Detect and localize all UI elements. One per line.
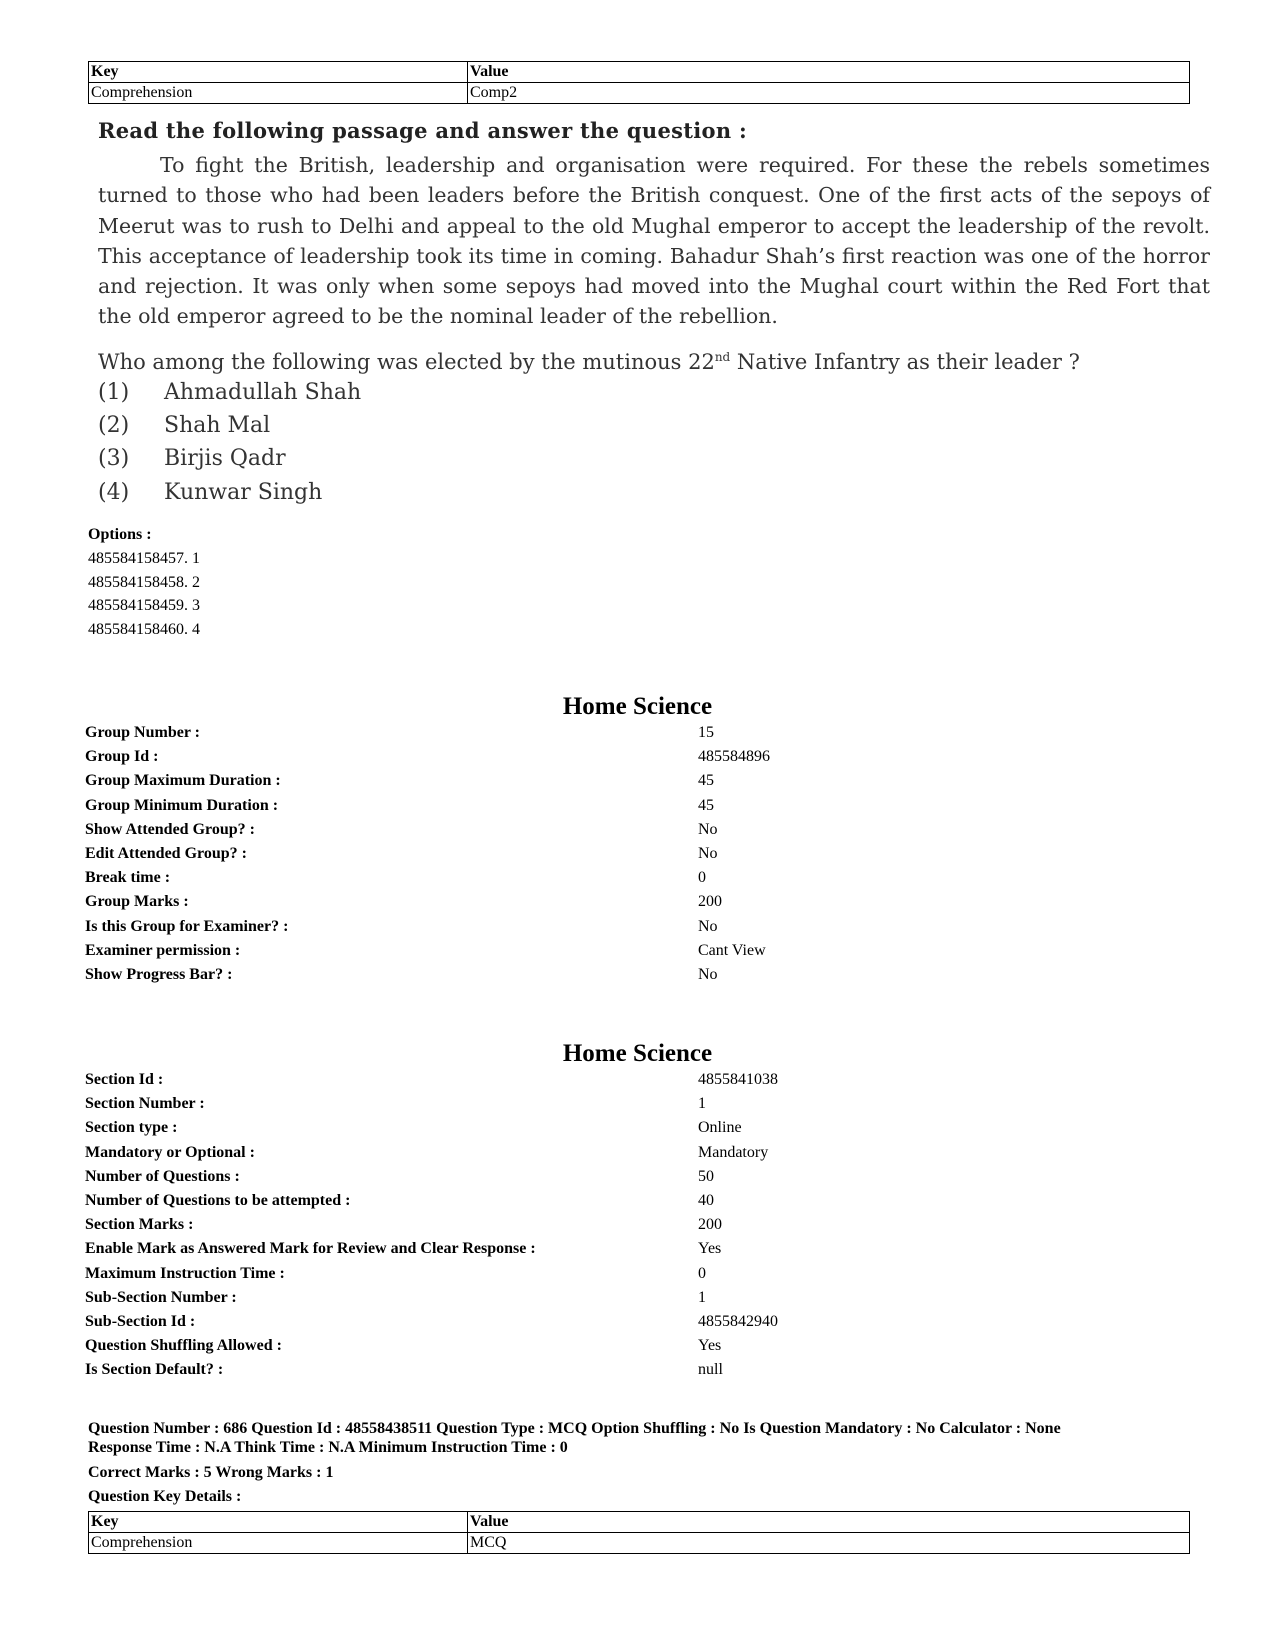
choice-item: [98, 413, 270, 438]
detail-label: Enable Mark as Answered Mark for Review and Clear Response :: [85, 1240, 536, 1258]
detail-value: 50: [698, 1167, 714, 1185]
detail-value: 45: [698, 772, 714, 790]
detail-value: 4855841038: [698, 1071, 778, 1088]
detail-value: 485584896: [698, 748, 770, 766]
detail-row: [85, 1240, 1185, 1260]
group-section-title: Home Science: [562, 693, 713, 720]
detail-row: [85, 869, 1185, 889]
detail-row: [85, 966, 1185, 986]
key-cell: Comprehension: [89, 83, 468, 104]
detail-value: Yes: [698, 1240, 722, 1258]
choice-text: Birjis Qadr: [164, 446, 286, 471]
choice-text: Shah Mal: [164, 413, 271, 438]
detail-row: [85, 821, 1185, 841]
detail-label: Sub-Section Id :: [85, 1313, 196, 1330]
detail-label: Group Maximum Duration :: [85, 772, 281, 790]
options-label: Options :: [88, 526, 152, 543]
detail-label: Is this Group for Examiner? :: [85, 917, 289, 935]
question-image-title: Read the following passage and answer the question :: [98, 118, 748, 143]
key-cell: Comprehension: [89, 1533, 468, 1554]
detail-value: Mandatory: [698, 1143, 769, 1161]
detail-value: No: [698, 966, 718, 983]
detail-row: [85, 1119, 1185, 1139]
marks-info: Correct Marks : 5 Wrong Marks : 1: [88, 1464, 334, 1481]
detail-label: Is Section Default? :: [85, 1361, 224, 1379]
detail-label: Group Id :: [85, 748, 159, 766]
detail-value: 45: [698, 796, 714, 814]
detail-row: [85, 1071, 1185, 1091]
detail-value: 40: [698, 1192, 714, 1209]
choice-item: [98, 380, 361, 405]
question-passage: To fight the British, leadership and organisation were required. For these the rebels sometimes turned to those who had been leaders before the British conquest. One of the first acts of the sepoys of Meerut was to rush to Delhi and appeal to the old Mughal emperor to accept the leadership of the revolt. This acceptance of leadership took its time in coming. Bahadur Shah’s first reaction was one of the horror and rejection. It was only when some sepoys had moved into the Mughal court within the Red Fort that the old emperor agreed to be the nominal leader of the rebellion.: [98, 153, 1210, 329]
detail-value: No: [698, 845, 718, 862]
question-text: [98, 350, 1080, 374]
table-header-row: [89, 1512, 1190, 1533]
choice-item: [98, 446, 286, 471]
value-header: Value: [468, 1512, 1190, 1533]
choice-number: (4): [98, 480, 130, 505]
choice-number: (3): [98, 446, 130, 471]
choice-text: Kunwar Singh: [164, 480, 323, 505]
detail-row: [85, 1337, 1185, 1357]
detail-value: 4855842940: [698, 1313, 778, 1330]
detail-label: Question Shuffling Allowed :: [85, 1337, 282, 1355]
detail-row: [85, 748, 1185, 768]
detail-value: 200: [698, 1216, 722, 1234]
detail-label: Edit Attended Group? :: [85, 845, 247, 862]
value-header: Value: [468, 62, 1190, 83]
detail-label: Break time :: [85, 869, 171, 887]
detail-row: [85, 918, 1185, 938]
detail-row: [85, 1168, 1185, 1188]
detail-label: Mandatory or Optional :: [85, 1143, 255, 1161]
detail-row: [85, 1095, 1185, 1115]
detail-label: Number of Questions :: [85, 1167, 240, 1185]
question-info-line2: Response Time : N.A Think Time : N.A Minimum Instruction Time : 0: [88, 1439, 568, 1456]
detail-value: 1: [698, 1095, 706, 1113]
detail-value: 0: [698, 869, 706, 887]
detail-label: Group Number :: [85, 724, 200, 741]
table-header-row: [89, 62, 1190, 83]
question-text-before: Who among the following was elected by the mutinous 22: [98, 350, 715, 374]
option-item: 485584158459. 3: [88, 597, 200, 614]
detail-label: Maximum Instruction Time :: [85, 1264, 285, 1282]
detail-row: [85, 797, 1185, 817]
detail-row: [85, 724, 1185, 744]
detail-label: Section Marks :: [85, 1216, 194, 1234]
question-info-line1: Question Number : 686 Question Id : 48558438511 Question Type : MCQ Option Shuffling : No Is Question Mandatory : No Calculator : None: [88, 1420, 1061, 1437]
question-key-details-label: Question Key Details :: [88, 1488, 242, 1505]
detail-value: No: [698, 820, 718, 838]
detail-value: Yes: [698, 1337, 722, 1355]
option-item: 485584158458. 2: [88, 574, 200, 591]
detail-label: Number of Questions to be attempted :: [85, 1192, 351, 1209]
option-item: 485584158457. 1: [88, 550, 200, 567]
choice-text: Ahmadullah Shah: [164, 380, 362, 405]
detail-value: Cant View: [698, 941, 766, 959]
detail-row: [85, 1192, 1185, 1212]
section-details-title: Home Science: [562, 1040, 713, 1067]
detail-value: 0: [698, 1264, 706, 1282]
question-text-after: Native Infantry as their leader ?: [730, 350, 1080, 374]
detail-row: [85, 1313, 1185, 1333]
detail-row: [85, 1265, 1185, 1285]
detail-value: 200: [698, 893, 722, 911]
detail-row: [85, 1361, 1185, 1381]
detail-value: Online: [698, 1119, 742, 1137]
table-row: [89, 83, 1190, 104]
detail-value: 15: [698, 724, 714, 741]
detail-label: Group Minimum Duration :: [85, 796, 279, 814]
detail-label: Section Id :: [85, 1071, 164, 1088]
key-header: Key: [89, 62, 468, 83]
choice-number: (1): [98, 380, 130, 405]
detail-label: Group Marks :: [85, 893, 189, 911]
question-text-superscript: nd: [714, 350, 731, 364]
detail-row: [85, 893, 1185, 913]
detail-value: null: [698, 1361, 723, 1379]
value-cell: Comp2: [468, 83, 1190, 104]
detail-label: Section type :: [85, 1119, 178, 1137]
detail-row: [85, 845, 1185, 865]
key-value-table-top: [88, 61, 1190, 104]
detail-label: Show Attended Group? :: [85, 820, 255, 838]
detail-value: No: [698, 917, 718, 935]
value-cell: MCQ: [468, 1533, 1190, 1554]
choice-number: (2): [98, 413, 130, 438]
detail-row: [85, 1216, 1185, 1236]
detail-row: [85, 1144, 1185, 1164]
option-item: 485584158460. 4: [88, 621, 200, 638]
choice-item: [98, 480, 322, 505]
detail-label: Show Progress Bar? :: [85, 966, 233, 983]
detail-row: [85, 1289, 1185, 1309]
detail-label: Sub-Section Number :: [85, 1288, 237, 1306]
detail-row: [85, 942, 1185, 962]
table-row: [89, 1533, 1190, 1554]
detail-label: Examiner permission :: [85, 941, 241, 959]
detail-label: Section Number :: [85, 1095, 205, 1113]
key-header: Key: [89, 1512, 468, 1533]
detail-row: [85, 772, 1185, 792]
key-value-table-bottom: [88, 1511, 1190, 1554]
detail-value: 1: [698, 1288, 706, 1306]
